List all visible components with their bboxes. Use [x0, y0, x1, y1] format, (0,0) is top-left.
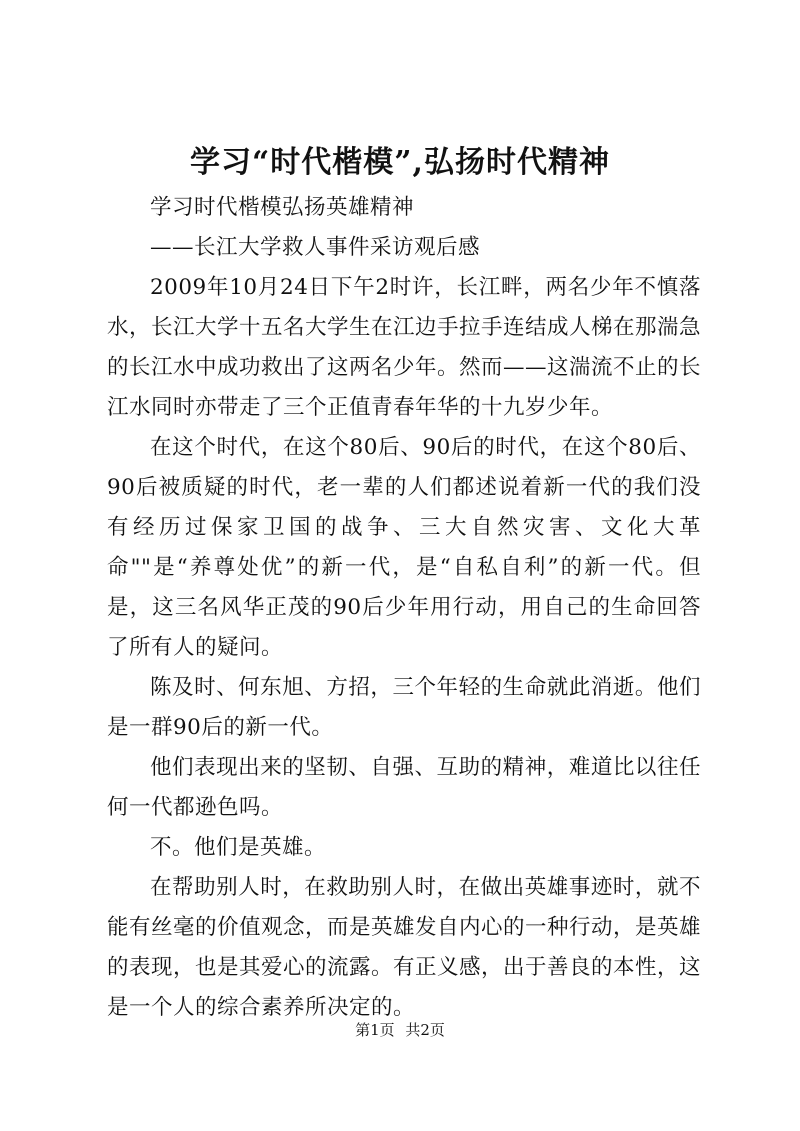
paragraph-event: 2009年10月24日下午2时许，长江畔，两名少年不慎落水，长江大学十五名大学生在江边手拉手连结成人梯在那湍急的长江水中成功救出了这两名少年。然而——这湍流不止的长江水同时亦带走了三个正值青春年华的十九岁少年。 [107, 275, 702, 420]
document-body [107, 188, 701, 1028]
page-total: 共2页 [405, 1021, 445, 1039]
paragraph-names: 陈及时、何东旭、方招，三个年轻的生命就此消逝。他们是一群90后的新一代。 [107, 675, 701, 740]
paragraph-answer: 不。他们是英雄。 [150, 835, 327, 860]
paragraph-conclusion: 在帮助别人时，在救助别人时，在做出英雄事迹时，就不能有丝毫的价值观念，而是英雄发自内心的一种行动，是英雄的表现，也是其爱心的流露。有正义感，出于善良的本性，这是一个人的综合素养所决定的。 [107, 875, 702, 1020]
page-footer [0, 1020, 800, 1040]
paragraph-subtitle: 学习时代楷模弘扬英雄精神 [150, 195, 415, 220]
paragraph-question: 他们表现出来的坚韧、自强、互助的精神，难道比以往任何一代都逊色吗。 [107, 755, 701, 820]
paragraph-era: 在这个时代，在这个80后、90后的时代，在这个80后、90后被质疑的时代，老一辈的人们都述说着新一代的我们没有经历过保家卫国的战争、三大自然灾害、文化大革命""是“养尊处优”的新一代，是“自私自利”的新一代。但是，这三名风华正茂的90后少年用行动，用自己的生命回答了所有人的疑问。 [107, 435, 701, 660]
document-title: 学习“时代楷模”,弘扬时代精神 [190, 145, 610, 180]
paragraph-byline: ——长江大学救人事件采访观后感 [150, 235, 481, 260]
page-number: 第1页 [355, 1021, 395, 1039]
